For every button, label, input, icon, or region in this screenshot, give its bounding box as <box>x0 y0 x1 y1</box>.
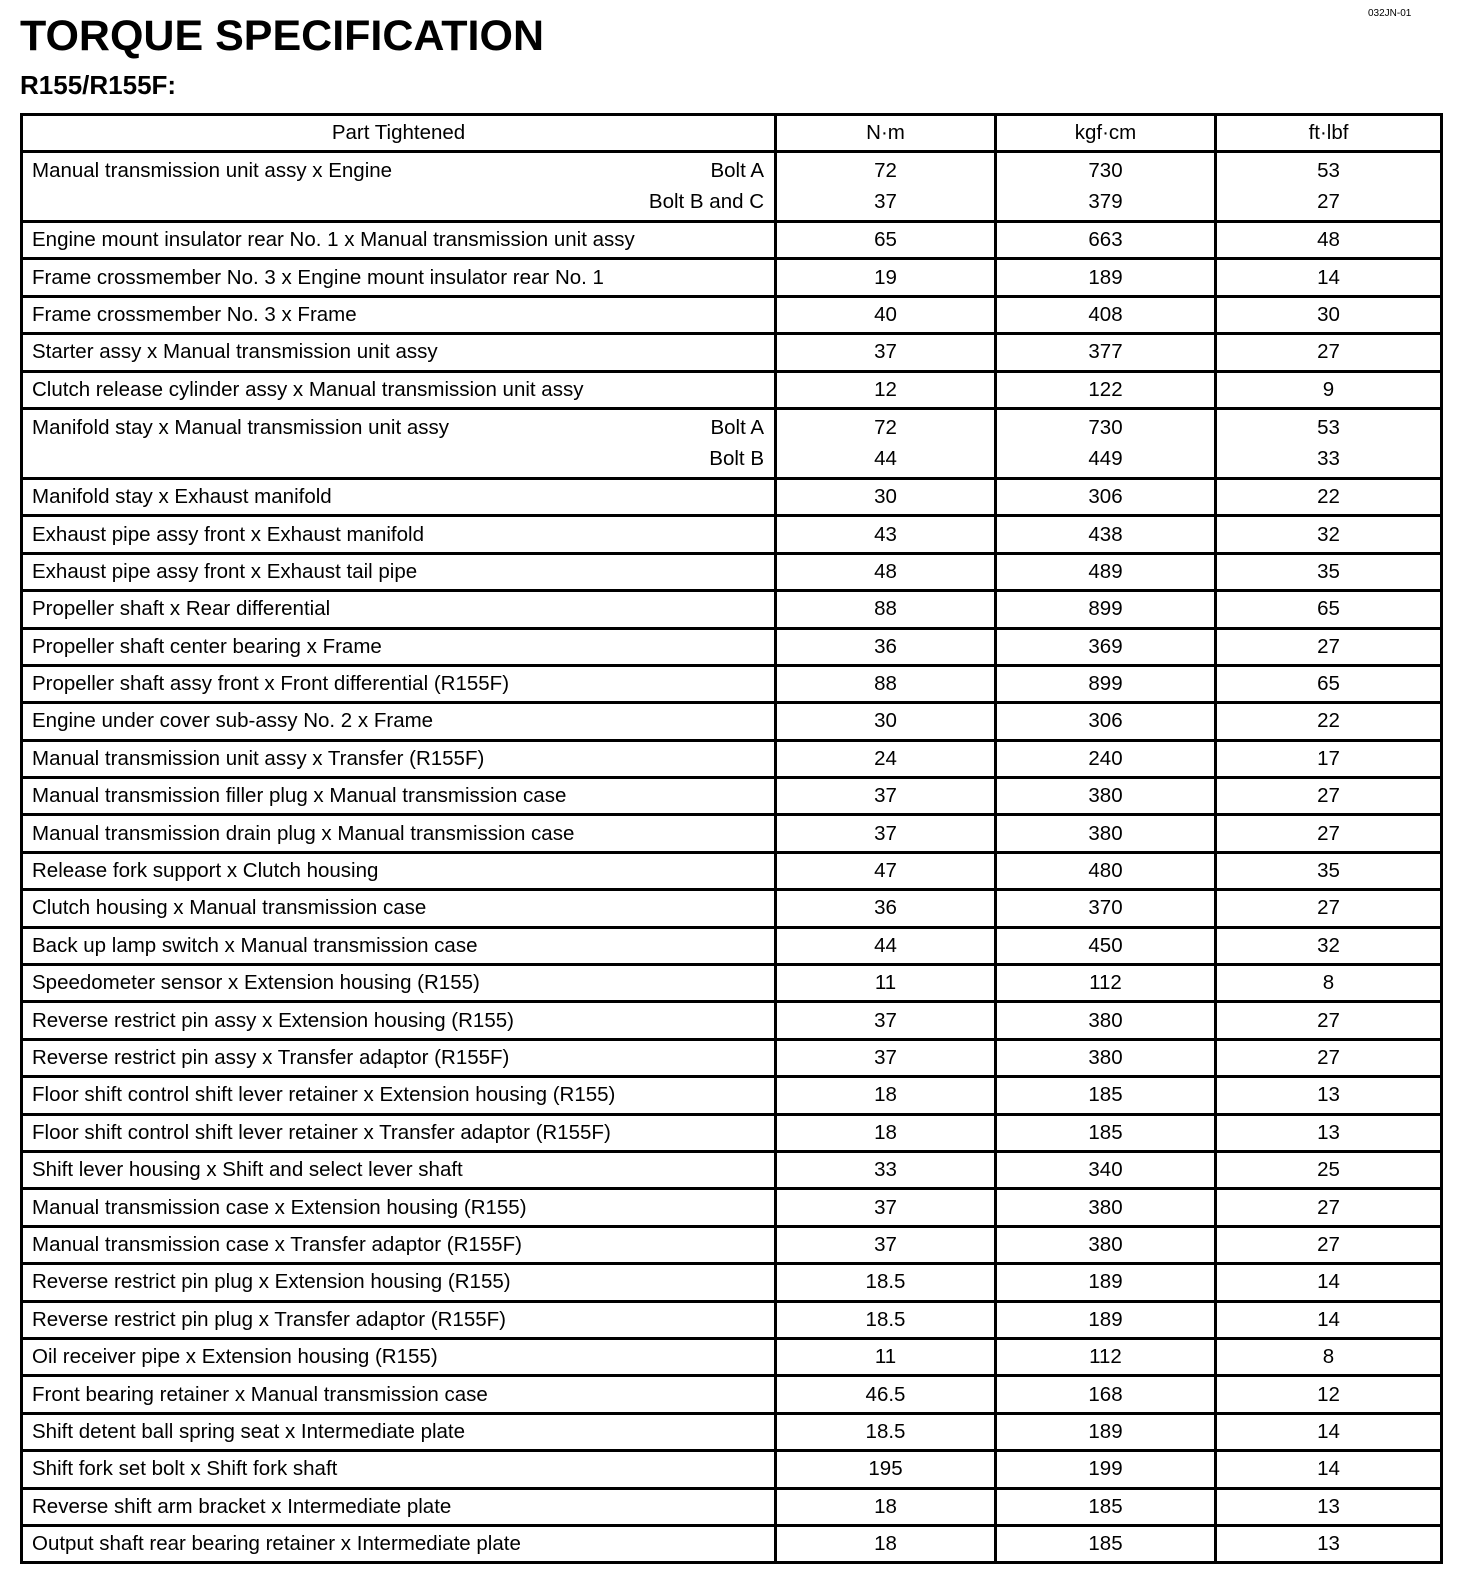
part-name: Speedometer sensor x Extension housing (R155) <box>32 971 480 995</box>
part-name: Reverse restrict pin assy x Extension housing (R155) <box>32 1008 514 1032</box>
value-nm: 30 <box>776 478 996 515</box>
table-row <box>22 778 1442 815</box>
value-ft: 12 <box>1216 1376 1442 1413</box>
part-name: Engine mount insulator rear No. 1 x Manual transmission unit assy <box>32 228 635 252</box>
value-nm: 11 <box>776 965 996 1002</box>
table-row <box>22 1039 1442 1076</box>
value-nm: 18.5 <box>776 1301 996 1338</box>
part-cell <box>22 259 776 296</box>
part-cell <box>22 1077 776 1114</box>
value-kgf: 408 <box>996 296 1216 333</box>
part-cell <box>22 516 776 553</box>
value-ft: 17 <box>1216 740 1442 777</box>
table-row <box>22 259 1442 296</box>
value-nm: 44 <box>874 446 897 470</box>
value-nm: 40 <box>776 296 996 333</box>
header-part: Part Tightened <box>22 115 776 152</box>
table-row <box>22 1301 1442 1338</box>
table-row <box>22 553 1442 590</box>
value-kgf: 380 <box>996 1002 1216 1039</box>
part-name: Reverse restrict pin plug x Transfer adaptor (R155F) <box>32 1307 506 1331</box>
part-name: Shift lever housing x Shift and select lever shaft <box>32 1158 463 1182</box>
value-nm: 19 <box>776 259 996 296</box>
table-row <box>22 296 1442 333</box>
value-nm: 47 <box>776 852 996 889</box>
value-kgf: 438 <box>996 516 1216 553</box>
table-row <box>22 334 1442 371</box>
value-ft: 22 <box>1216 478 1442 515</box>
value-nm: 37 <box>776 1002 996 1039</box>
part-cell <box>22 334 776 371</box>
value-cell-nm <box>776 152 996 222</box>
value-cell-kgf <box>996 152 1216 222</box>
value-nm: 37 <box>776 1189 996 1226</box>
part-name: Manual transmission unit assy x Engine <box>32 159 393 182</box>
part-name: Engine under cover sub-assy No. 2 x Frame <box>32 709 434 733</box>
value-cell-ft <box>1216 152 1442 222</box>
value-nm: 37 <box>776 1039 996 1076</box>
value-kgf: 189 <box>996 1301 1216 1338</box>
value-ft: 53 <box>1317 159 1340 182</box>
part-name: Clutch housing x Manual transmission case <box>32 896 427 920</box>
value-kgf: 199 <box>996 1451 1216 1488</box>
value-kgf: 168 <box>996 1376 1216 1413</box>
part-cell <box>22 1002 776 1039</box>
value-kgf: 380 <box>996 1189 1216 1226</box>
value-ft: 25 <box>1216 1151 1442 1188</box>
value-nm: 18 <box>776 1114 996 1151</box>
part-cell <box>22 852 776 889</box>
part-line <box>32 155 764 186</box>
value-kgf: 185 <box>996 1488 1216 1525</box>
table-row <box>22 591 1442 628</box>
table-row <box>22 408 1442 478</box>
part-name: Oil receiver pipe x Extension housing (R155) <box>32 1345 438 1369</box>
part-cell <box>22 296 776 333</box>
value-cell-kgf <box>996 408 1216 478</box>
part-name: Reverse restrict pin plug x Extension housing (R155) <box>32 1270 511 1294</box>
value-kgf: 379 <box>1088 190 1123 213</box>
value-kgf: 306 <box>996 703 1216 740</box>
value-kgf: 122 <box>996 371 1216 408</box>
document-id: 032JN-01 <box>1368 8 1412 19</box>
value-kgf: 450 <box>996 927 1216 964</box>
table-row <box>22 222 1442 259</box>
value-kgf: 189 <box>996 259 1216 296</box>
part-cell <box>22 778 776 815</box>
part-cell <box>22 927 776 964</box>
part-name: Exhaust pipe assy front x Exhaust tail pipe <box>32 559 418 583</box>
part-name: Reverse restrict pin assy x Transfer adaptor (R155F) <box>32 1046 510 1069</box>
table-row <box>22 152 1442 222</box>
value-kgf: 112 <box>996 1338 1216 1375</box>
value-ft: 30 <box>1216 296 1442 333</box>
part-cell <box>22 740 776 777</box>
value-nm: 18 <box>776 1488 996 1525</box>
value-cell-ft <box>1216 408 1442 478</box>
value-kgf: 380 <box>996 1226 1216 1263</box>
table-header-row <box>22 115 1442 152</box>
value-kgf: 306 <box>996 478 1216 515</box>
value-nm: 43 <box>776 516 996 553</box>
value-kgf: 449 <box>1088 446 1123 470</box>
value-ft: 27 <box>1216 815 1442 852</box>
part-cell <box>22 152 776 222</box>
value-ft: 33 <box>1317 446 1340 470</box>
part-name: Frame crossmember No. 3 x Engine mount insulator rear No. 1 <box>32 265 604 289</box>
value-ft: 8 <box>1216 1338 1442 1375</box>
bolt-label: Bolt A <box>710 159 764 182</box>
value-nm: 37 <box>776 778 996 815</box>
part-name: Manual transmission unit assy x Transfer (R155F) <box>32 746 485 770</box>
part-name: Shift detent ball spring seat x Intermediate plate <box>32 1419 466 1443</box>
page-title: TORQUE SPECIFICATION <box>20 12 544 60</box>
part-cell <box>22 1488 776 1525</box>
value-nm: 11 <box>776 1338 996 1375</box>
value-nm: 48 <box>776 553 996 590</box>
part-cell <box>22 1189 776 1226</box>
bolt-label: Bolt B and C <box>648 190 764 213</box>
part-name: Propeller shaft center bearing x Frame <box>32 634 382 658</box>
part-name: Manifold stay x Manual transmission unit assy <box>32 415 450 439</box>
table-row <box>22 1264 1442 1301</box>
value-kgf: 730 <box>1088 159 1123 182</box>
value-kgf: 899 <box>996 591 1216 628</box>
value-ft: 14 <box>1216 1451 1442 1488</box>
table-row <box>22 1488 1442 1525</box>
part-cell <box>22 222 776 259</box>
part-name: Shift fork set bolt x Shift fork shaft <box>32 1457 338 1481</box>
part-cell <box>22 1226 776 1263</box>
part-name: Release fork support x Clutch housing <box>32 859 379 883</box>
part-cell <box>22 703 776 740</box>
value-kgf: 899 <box>996 665 1216 702</box>
table-row <box>22 852 1442 889</box>
value-ft: 27 <box>1216 1189 1442 1226</box>
table-row <box>22 1151 1442 1188</box>
value-nm: 37 <box>874 190 897 213</box>
part-name: Clutch release cylinder assy x Manual transmission unit assy <box>32 377 584 401</box>
bolt-label: Bolt B <box>709 446 764 470</box>
table-row <box>22 1413 1442 1450</box>
value-nm: 18.5 <box>776 1264 996 1301</box>
value-ft: 13 <box>1216 1525 1442 1562</box>
value-ft: 22 <box>1216 703 1442 740</box>
value-kgf: 185 <box>996 1525 1216 1562</box>
value-nm: 18.5 <box>776 1413 996 1450</box>
value-nm: 36 <box>776 890 996 927</box>
value-ft: 27 <box>1216 1039 1442 1076</box>
value-ft: 14 <box>1216 1413 1442 1450</box>
value-ft: 14 <box>1216 1264 1442 1301</box>
value-nm: 65 <box>776 222 996 259</box>
part-name: Manual transmission case x Extension housing (R155) <box>32 1195 527 1219</box>
value-ft: 14 <box>1216 259 1442 296</box>
part-name: Back up lamp switch x Manual transmission case <box>32 933 478 957</box>
part-cell <box>22 1376 776 1413</box>
value-kgf: 480 <box>996 852 1216 889</box>
value-ft: 13 <box>1216 1077 1442 1114</box>
part-name: Frame crossmember No. 3 x Frame <box>32 302 357 326</box>
part-cell <box>22 1451 776 1488</box>
value-nm: 37 <box>776 1226 996 1263</box>
value-ft: 8 <box>1216 965 1442 1002</box>
part-cell <box>22 1039 776 1076</box>
part-name: Floor shift control shift lever retainer x Extension housing (R155) <box>32 1083 616 1107</box>
table-row <box>22 1376 1442 1413</box>
part-line <box>32 412 764 443</box>
value-ft: 27 <box>1216 890 1442 927</box>
value-nm: 37 <box>776 815 996 852</box>
part-name: Front bearing retainer x Manual transmission case <box>32 1382 488 1406</box>
part-cell <box>22 628 776 665</box>
value-nm: 24 <box>776 740 996 777</box>
table-row <box>22 516 1442 553</box>
value-nm: 12 <box>776 371 996 408</box>
part-name: Manual transmission filler plug x Manual transmission case <box>32 784 567 808</box>
value-kgf: 185 <box>996 1077 1216 1114</box>
value-nm: 44 <box>776 927 996 964</box>
value-kgf: 663 <box>996 222 1216 259</box>
value-ft: 53 <box>1317 415 1340 439</box>
table-row <box>22 665 1442 702</box>
part-name: Starter assy x Manual transmission unit assy <box>32 340 438 364</box>
value-nm: 46.5 <box>776 1376 996 1413</box>
value-ft: 27 <box>1216 628 1442 665</box>
value-cell-nm <box>776 408 996 478</box>
value-kgf: 240 <box>996 740 1216 777</box>
value-kgf: 377 <box>996 334 1216 371</box>
value-ft: 27 <box>1216 1226 1442 1263</box>
part-name: Propeller shaft x Rear differential <box>32 597 331 621</box>
part-cell <box>22 371 776 408</box>
value-nm: 18 <box>776 1525 996 1562</box>
value-ft: 35 <box>1216 852 1442 889</box>
value-kgf: 489 <box>996 553 1216 590</box>
value-kgf: 369 <box>996 628 1216 665</box>
part-cell <box>22 591 776 628</box>
value-ft: 27 <box>1216 1002 1442 1039</box>
table-row <box>22 1226 1442 1263</box>
part-cell <box>22 1413 776 1450</box>
value-nm: 18 <box>776 1077 996 1114</box>
value-nm: 72 <box>874 159 897 182</box>
value-ft: 13 <box>1216 1488 1442 1525</box>
table-row <box>22 628 1442 665</box>
value-ft: 32 <box>1216 516 1442 553</box>
table-row <box>22 703 1442 740</box>
value-kgf: 189 <box>996 1264 1216 1301</box>
part-cell <box>22 665 776 702</box>
value-ft: 65 <box>1216 665 1442 702</box>
part-name: Floor shift control shift lever retainer x Transfer adaptor (R155F) <box>32 1120 611 1144</box>
part-line <box>32 443 764 474</box>
part-cell <box>22 965 776 1002</box>
table-row <box>22 1525 1442 1562</box>
value-nm: 36 <box>776 628 996 665</box>
value-nm: 88 <box>776 665 996 702</box>
value-ft: 27 <box>1216 778 1442 815</box>
part-name: Exhaust pipe assy front x Exhaust manifold <box>32 522 424 546</box>
table-row <box>22 478 1442 515</box>
table-row <box>22 740 1442 777</box>
value-nm: 30 <box>776 703 996 740</box>
part-cell <box>22 553 776 590</box>
part-cell <box>22 1264 776 1301</box>
value-kgf: 189 <box>996 1413 1216 1450</box>
header-ftlbf: ft·lbf <box>1216 115 1442 152</box>
value-nm: 195 <box>776 1451 996 1488</box>
value-kgf: 380 <box>996 1039 1216 1076</box>
value-ft: 9 <box>1216 371 1442 408</box>
value-nm: 37 <box>776 334 996 371</box>
part-name: Manifold stay x Exhaust manifold <box>32 485 332 509</box>
part-name: Propeller shaft assy front x Front differential (R155F) <box>32 672 510 696</box>
part-cell <box>22 1301 776 1338</box>
table-row <box>22 1114 1442 1151</box>
value-ft: 65 <box>1216 591 1442 628</box>
table-row <box>22 965 1442 1002</box>
value-kgf: 730 <box>1088 415 1123 439</box>
table-row <box>22 1002 1442 1039</box>
bolt-label: Bolt A <box>710 415 764 439</box>
table-row <box>22 1189 1442 1226</box>
value-kgf: 185 <box>996 1114 1216 1151</box>
table-row <box>22 927 1442 964</box>
value-ft: 48 <box>1216 222 1442 259</box>
value-kgf: 380 <box>996 815 1216 852</box>
part-name: Reverse shift arm bracket x Intermediate plate <box>32 1494 452 1518</box>
part-cell <box>22 478 776 515</box>
value-kgf: 112 <box>996 965 1216 1002</box>
table-row <box>22 1077 1442 1114</box>
part-cell <box>22 1338 776 1375</box>
value-ft: 27 <box>1317 190 1340 213</box>
value-nm: 33 <box>776 1151 996 1188</box>
value-ft: 13 <box>1216 1114 1442 1151</box>
page-subtitle: R155/R155F: <box>20 70 177 100</box>
table-row <box>22 815 1442 852</box>
value-ft: 14 <box>1216 1301 1442 1338</box>
part-name: Manual transmission drain plug x Manual transmission case <box>32 821 575 845</box>
part-cell <box>22 890 776 927</box>
value-nm: 72 <box>874 415 897 439</box>
value-kgf: 340 <box>996 1151 1216 1188</box>
part-line <box>32 186 764 217</box>
value-kgf: 380 <box>996 778 1216 815</box>
value-ft: 32 <box>1216 927 1442 964</box>
part-cell <box>22 1151 776 1188</box>
value-nm: 88 <box>776 591 996 628</box>
table-row <box>22 1338 1442 1375</box>
table-row <box>22 890 1442 927</box>
header-nm: N·m <box>776 115 996 152</box>
table-row <box>22 1451 1442 1488</box>
torque-table <box>20 113 1443 1564</box>
part-cell <box>22 1114 776 1151</box>
value-ft: 27 <box>1216 334 1442 371</box>
part-cell <box>22 408 776 478</box>
part-cell <box>22 815 776 852</box>
part-cell <box>22 1525 776 1562</box>
value-kgf: 370 <box>996 890 1216 927</box>
value-ft: 35 <box>1216 553 1442 590</box>
part-name: Output shaft rear bearing retainer x Intermediate plate <box>32 1532 521 1556</box>
table-row <box>22 371 1442 408</box>
header-kgf: kgf·cm <box>996 115 1216 152</box>
part-name: Manual transmission case x Transfer adaptor (R155F) <box>32 1232 522 1256</box>
